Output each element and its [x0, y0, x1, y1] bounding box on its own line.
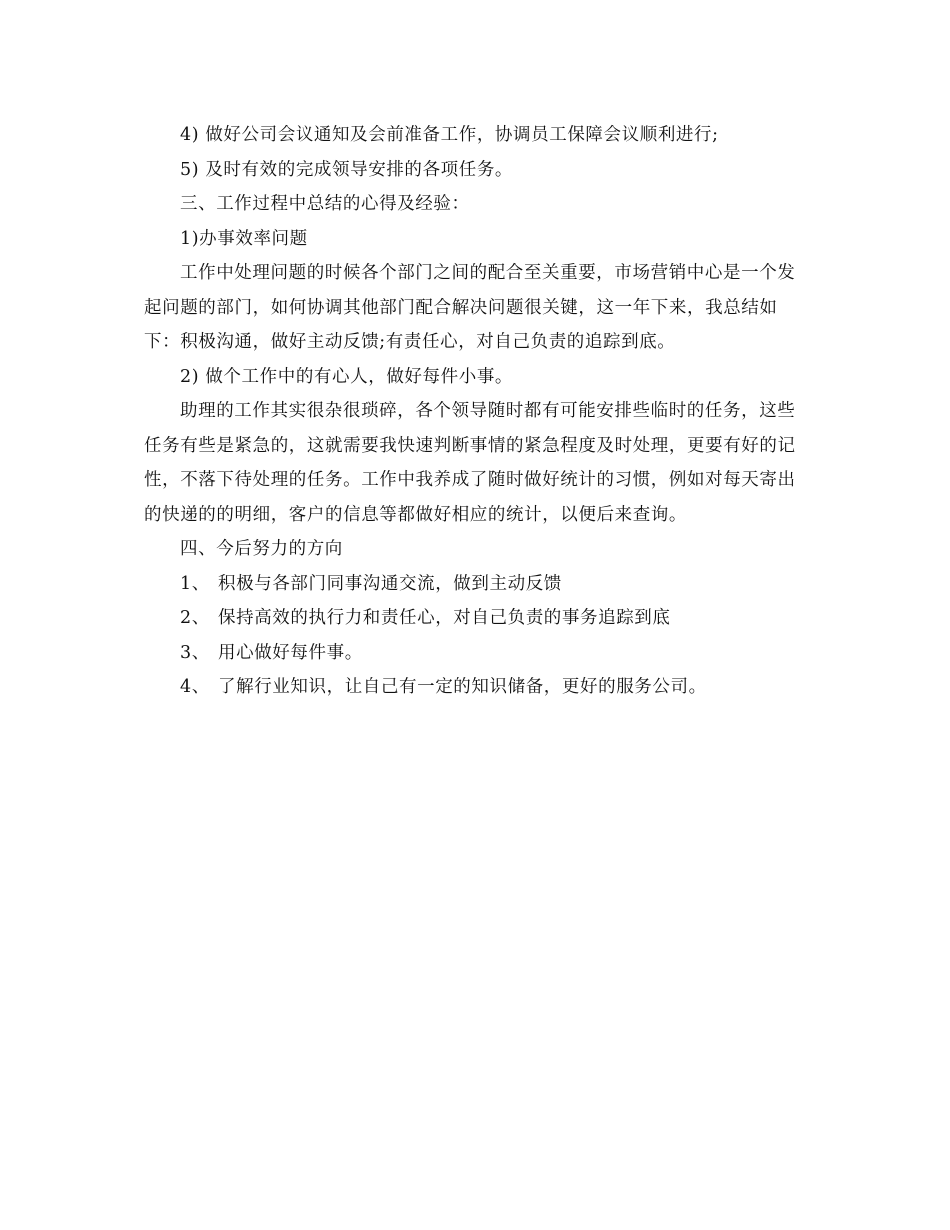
list-item-number: 1、	[180, 573, 210, 594]
list-item-text: 保持高效的执行力和责任心，对自己负责的事务追踪到底	[218, 608, 671, 628]
list-item	[144, 601, 798, 636]
paragraph-item-4-meeting: 4) 做好公司会议通知及会前准备工作，协调员工保障会议顺利进行;	[180, 125, 719, 145]
list-item-text: 用心做好每件事。	[218, 642, 363, 663]
list-item-text: 积极与各部门同事沟通交流，做到主动反馈	[218, 573, 562, 594]
document-body	[144, 118, 798, 705]
list-item	[144, 636, 798, 671]
list-item-number: 2、	[180, 608, 210, 628]
paragraph-efficiency-body: 工作中处理问题的时候各个部门之间的配合至关重要，市场营销中心是一个发起问题的部门，如何协调其他部门配合解决问题很关键，这一年下来，我总结如下：积极沟通，做好主动反馈;有责任心，对自己负责的追踪到底。	[144, 263, 796, 352]
list-item-text: 了解行业知识，让自己有一定的知识储备，更好的服务公司。	[218, 677, 707, 697]
subheading-attentive: 2) 做个工作中的有心人，做好每件小事。	[180, 366, 514, 387]
section-heading-experience: 三、工作过程中总结的心得及经验：	[180, 194, 470, 214]
paragraph-item-5-tasks: 5) 及时有效的完成领导安排的各项任务。	[180, 159, 514, 180]
section-heading-future-direction: 四、今后努力的方向	[180, 539, 343, 559]
subheading-efficiency: 1)办事效率问题	[180, 228, 308, 249]
list-item-number: 4、	[180, 677, 210, 697]
list-item	[144, 670, 798, 705]
paragraph-assistant-body: 助理的工作其实很杂很琐碎，各个领导随时都有可能安排些临时的任务，这些任务有些是紧急的，这就需要我快速判断事情的紧急程度及时处理，更要有好的记性，不落下待处理的任务。工作中我养成了随时做好统计的习惯，例如对每天寄出的快递的的明细，客户的信息等都做好相应的统计，以便后来查询。	[144, 401, 796, 525]
list-item-number: 3、	[180, 642, 210, 663]
list-item	[144, 567, 798, 602]
